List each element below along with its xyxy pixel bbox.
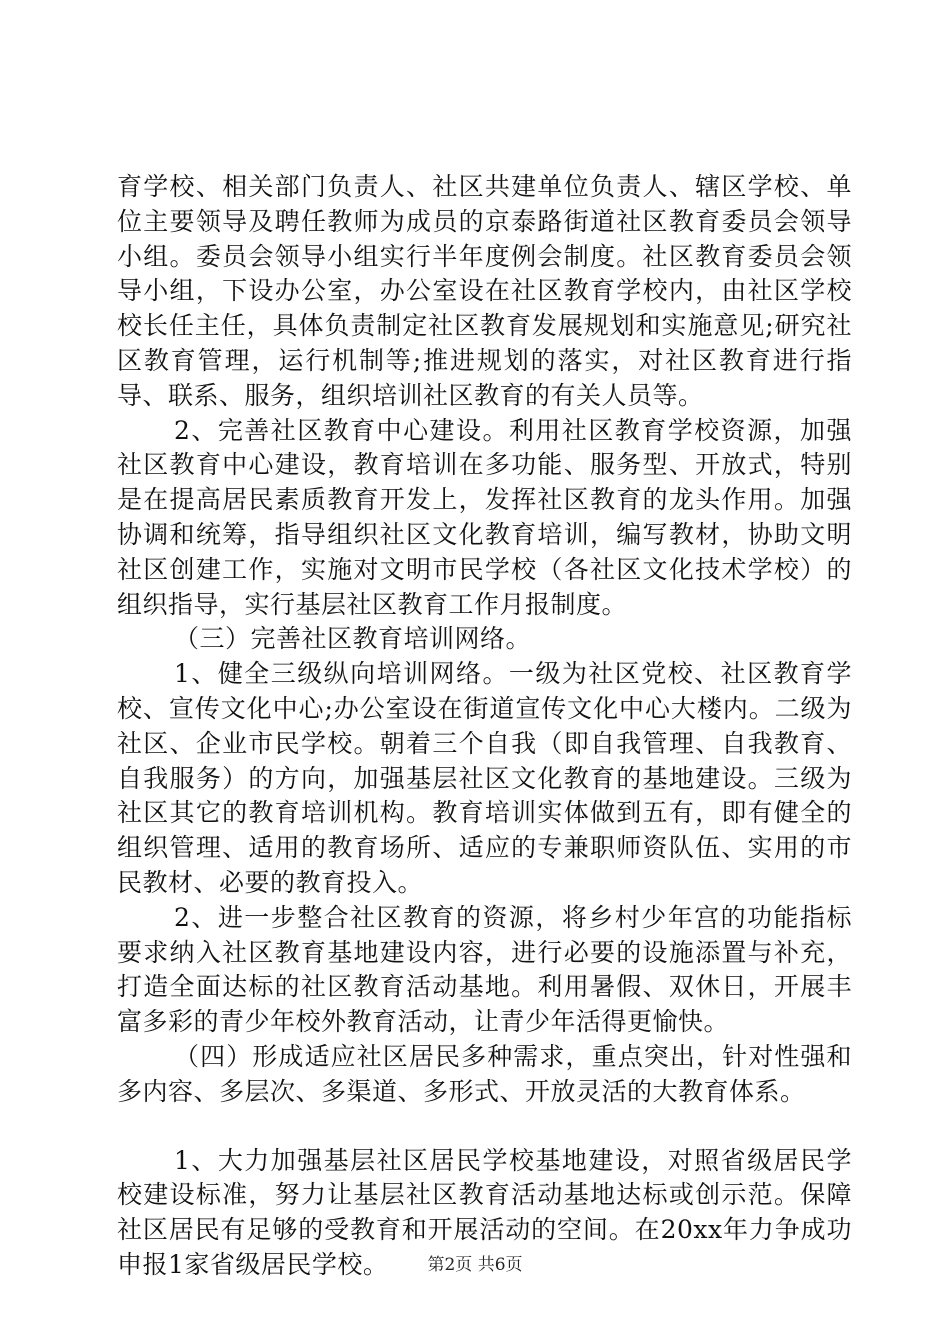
paragraph-three-level-network: 1、健全三级纵向培训网络。一级为社区党校、社区教育学校、宣传文化中心;办公室设在街道宣传文化中心大楼内。二级为社区、企业市民学校。朝着三个自我（即自我管理、自我教育、自我服务）的方向，加强基层社区文化教育的基地建设。三级为社区其它的教育培训机构。教育培训实体做到五有，即有健全的组织管理、适用的教育场所、适应的专兼职师资队伍、实用的市民教材、必要的教育投入。 — [117, 659, 852, 897]
section-heading-education-system: （四）形成适应社区居民多种需求，重点突出，针对性强和多内容、多层次、多渠道、多形式、开放灵活的大教育体系。 — [117, 1041, 852, 1106]
section-heading-training-network: （三）完善社区教育培训网络。 — [174, 624, 532, 654]
document-body — [117, 170, 852, 1283]
page-footer: 第2页 共6页 — [427, 1255, 523, 1275]
paragraph-spacer — [117, 1110, 852, 1144]
paragraph-resident-school-base: 1、大力加强基层社区居民学校基地建设，对照省级居民学校建设标准，努力让基层社区教育活动基地达标或创示范。保障社区居民有足够的受教育和开展活动的空间。在20xx年力争成功申报1家省级居民学校。 — [117, 1145, 852, 1279]
paragraph-committee-continued: 育学校、相关部门负责人、社区共建单位负责人、辖区学校、单位主要领导及聘任教师为成员的京泰路街道社区教育委员会领导小组。委员会领导小组实行半年度例会制度。社区教育委员会领导小组，下设办公室，办公室设在社区教育学校内，由社区学校校长任主任，具体负责制定社区教育发展规划和实施意见;研究社区教育管理，运行机制等;推进规划的落实，对社区教育进行指导、联系、服务，组织培训社区教育的有关人员等。 — [117, 172, 852, 410]
paragraph-education-center: 2、完善社区教育中心建设。利用社区教育学校资源，加强社区教育中心建设，教育培训在多功能、服务型、开放式，特别是在提高居民素质教育开发上，发挥社区教育的龙头作用。加强协调和统筹，指导组织社区文化教育培训，编写教材，协助文明社区创建工作，实施对文明市民学校（各社区文化技术学校）的组织指导，实行基层社区教育工作月报制度。 — [117, 415, 852, 619]
paragraph-integrate-resources: 2、进一步整合社区教育的资源，将乡村少年宫的功能指标要求纳入社区教育基地建设内容，进行必要的设施添置与补充，打造全面达标的社区教育活动基地。利用暑假、双休日，开展丰富多彩的青少年校外教育活动，让青少年活得更愉快。 — [117, 902, 852, 1037]
